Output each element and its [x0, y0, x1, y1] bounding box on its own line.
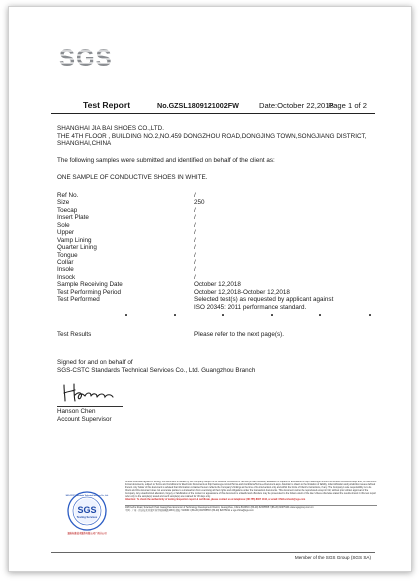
field-label: Quarter Lining — [57, 244, 97, 252]
field-value: Selected test(s) as requested by applicant against — [194, 296, 334, 304]
separator-dot — [222, 314, 224, 316]
separator-dot — [125, 314, 127, 316]
company-address: 198 Kezhu Road, Scientech Park Guangzhou Economic & Technology Development District, Guangzhou, China 510663 t (86-20) 82155555 f (86-20) 82075191 www.sgsgroup.com.cn — [125, 505, 377, 510]
sgs-testing-seal — [61, 490, 113, 536]
sgs-logo — [59, 45, 127, 71]
field-value: October 12,2018 — [194, 281, 241, 289]
separator-dot — [319, 314, 321, 316]
field-value: / — [194, 206, 196, 214]
separator-dot — [271, 314, 273, 316]
handwritten-signature — [61, 381, 119, 403]
seal-center-text: SGS — [77, 505, 97, 515]
field-label: Insert Plate — [57, 214, 89, 222]
report-number: No.GZSL1809121002FW — [157, 101, 239, 110]
field-label: Test Performing Period — [57, 288, 122, 296]
field-value: 250 — [194, 199, 205, 207]
footer-divider — [51, 552, 375, 553]
signed-line2: SGS-CSTC Standards Technical Services Co., Ltd. Guangzhou Branch — [57, 366, 256, 374]
authenticity-notice: Attention: To check the authenticity of testing /inspection report & certificate, please contact us at telephone: (86-755) 8307 1443, or email: CN.Doccheck@sgs.com — [125, 499, 306, 501]
disclaimer-text: Unless otherwise agreed in writing, this document is issued by the Company subject to its General Conditions of Service printed overleaf, available on request or accessible at http://www.sgs.com/en/Terms-and-Conditions.aspx and, for electronic format documents, subject to Terms and Conditions for Electronic Documents at http://www.sgs.com/en/Terms-and-Conditions/Terms-e-Document.aspx. Attention is drawn to the limitation of liability, indemnification and jurisdiction issues defined therein. Any holder of this document is advised that information contained hereon reflects the Company's findings at the time of its intervention only and within the limits of Client's instructions, if any. The Company's sole responsibility is to its Client and this document does not exonerate parties to a transaction from exercising all their rights and obligations under the transaction documents. This document cannot be reproduced except in full, without prior written approval of the Company. Any unauthorized alteration, forgery or falsification of the content or appearance of this document is unlawful and offenders may be prosecuted to the fullest extent of the law. Unless otherwise stated the results shown in this test report refer only to the sample(s) tested and such sample(s) are retained for 30 days only. — [125, 481, 377, 498]
field-value: / — [194, 244, 196, 252]
field-value: ISO 20345: 2011 performance standard. — [194, 303, 307, 311]
field-label: Sample Receiving Date — [57, 281, 123, 289]
field-label: Sole — [57, 221, 70, 229]
report-header — [59, 101, 367, 113]
sgs-group-membership: Member of the SGS Group (SGS SA) — [294, 555, 371, 560]
signature-line — [57, 406, 123, 407]
signer-name: Hanson Chen — [57, 408, 96, 415]
field-label: Insole — [57, 266, 74, 274]
field-value: / — [194, 221, 196, 229]
applicant-address-line1: THE 4TH FLOOR , BUILDING NO.2,NO.459 DONGZHOU ROAD,DONGJING TOWN,SONGJIANG DISTRICT, — [57, 132, 367, 140]
seal-bottom-text: Testing Services — [76, 516, 98, 519]
field-value: / — [194, 229, 196, 237]
field-label: Collar — [57, 258, 74, 266]
field-value: October 12,2018-October 12,2018 — [194, 288, 290, 296]
field-value: / — [194, 192, 196, 199]
header-divider — [51, 113, 375, 114]
separator-dot — [174, 314, 176, 316]
report-page — [8, 6, 412, 572]
signed-line1: Signed for and on behalf of — [57, 359, 133, 366]
field-label: Vamp Lining — [57, 236, 92, 244]
seal-top-text: SGS-CSTC Standards Technical Services Co., Ltd. — [65, 495, 109, 497]
field-label: Test Performed — [57, 296, 100, 304]
dotted-separator — [57, 314, 373, 320]
report-date: Date:October 22,2018 — [259, 101, 334, 110]
field-value: / — [194, 251, 196, 259]
field-value: / — [194, 214, 196, 222]
legal-disclaimer — [125, 481, 377, 539]
field-value: / — [194, 266, 196, 274]
test-results-value: Please refer to the next page(s). — [194, 331, 284, 338]
intro-text: The following samples were submitted and identified on behalf of the client as: — [57, 157, 275, 164]
sgs-logo-text: SGS — [59, 45, 113, 71]
page-indicator: Page 1 of 2 — [328, 101, 367, 110]
field-label: Size — [57, 199, 70, 207]
company-address-chinese: 中国 · 广州 · 经济技术开发区科学城科珠路198号 邮编: 510663 t (86-20) 82155555 f (86-20) 82075191 e sgs.china@sgs.com — [125, 510, 254, 512]
field-label: Toecap — [57, 206, 78, 214]
signer-title: Account Supervisor — [57, 415, 112, 423]
seal-chinese-text: 通标标准技术服务有限公司广州分公司 — [67, 533, 107, 535]
separator-dot — [369, 314, 371, 316]
field-value: / — [194, 236, 196, 244]
test-results-label: Test Results — [57, 331, 92, 338]
report-title: Test Report — [83, 100, 131, 110]
field-value: / — [194, 258, 196, 266]
field-label: Ref No. — [57, 192, 79, 199]
field-label: Upper — [57, 229, 75, 237]
applicant-address-line2: SHANGHAI,CHINA — [57, 140, 112, 148]
field-value: / — [194, 273, 196, 281]
field-label: Tongue — [57, 251, 78, 259]
field-label: Insock — [57, 273, 76, 281]
applicant-name: SHANGHAI JIA BAI SHOES CO.,LTD. — [57, 125, 164, 132]
sample-description: ONE SAMPLE OF CONDUCTIVE SHOES IN WHITE. — [57, 174, 208, 181]
